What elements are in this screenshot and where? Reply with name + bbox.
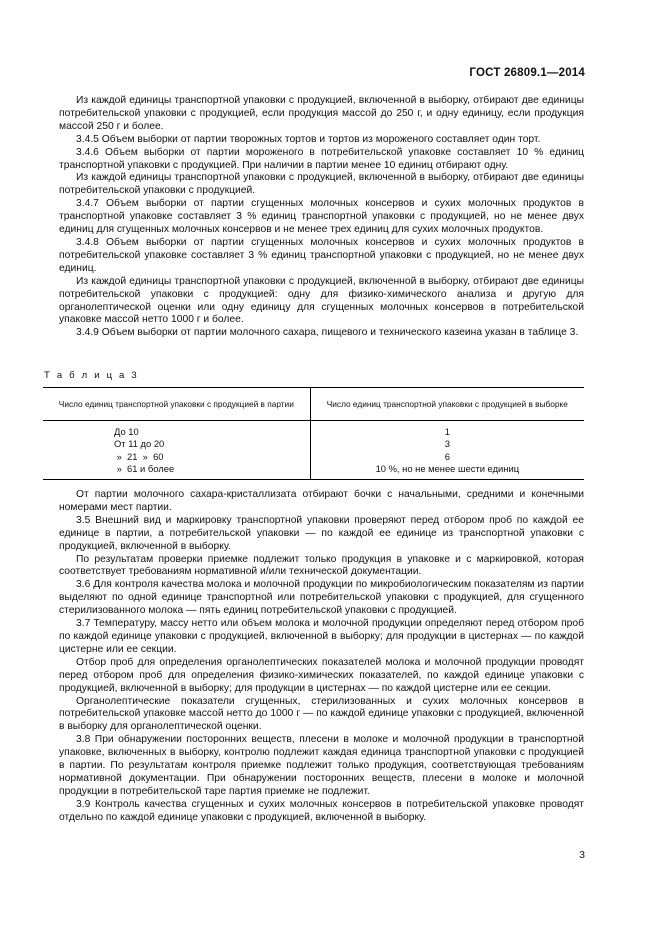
table-cell-value: 10 %, но не менее шести единиц [375,462,520,474]
paragraph: 3.9 Контроль качества сгущенных и сухих молочных консервов в потребительской упаковке проводят отдельно по каждой единице упаковки с продукцией, включенной в выборку. [59,798,584,823]
table-cell-value: До 10 [114,426,139,437]
paragraph: 3.6 Для контроля качества молока и молочной продукции по микробиологическим показателям из партии выделяют по одной единице транспортной или потребительской упаковки с продукцией, для сгущенного стерилизованного молока — пять единиц потребительской упаковки с продукцией. [59,579,584,617]
document-header: ГОСТ 26809.1—2014 [469,67,585,79]
paragraph: По результатам проверки приемке подлежит только продукция в упаковке и с маркировкой, которая соответствует требованиям нормативной и/или технической документации. [59,553,584,578]
paragraph: 3.7 Температуру, массу нетто или объем молока и молочной продукции определяют перед отбором проб по каждой единице упаковки с продукцией, включенной в выборку; для продукции в цистернах — по каждой цистерне или ее секции. [59,618,584,655]
paragraph: Отбор проб для определения органолептических показателей молока и молочной продукции проводят перед отбором проб для определения физико-химических показателей, по каждой единице упаковки с продукцией, включенной в выборку; для продукции в цистернах — по каждой цистерне или ее секции. [59,656,584,694]
table-cell-value: От 11 до 20 [114,438,165,450]
table-cell-value: » 61 и более [114,462,175,474]
paragraph: 3.5 Внешний вид и маркировку транспортной упаковки проверяют перед отбором проб по каждой ее единице в партии, а потребительской упаковки — по каждой ее единице из транспортной упаковки с продукцией, включенной в выборку. [59,514,584,552]
paragraph: 3.8 При обнаружении посторонних веществ, плесени в молоке и молочной продукции в транспортной упаковке, включенных в выборку, контролю подлежит каждая единица транспортной упаковки с продукцией в партии. По результатам контроля приемке подлежит только продукция, соответствующая требованиям нормативной документации. При обнаружении посторонних веществ, плесени в молоке и молочной продукции в потребительской таре партия приемке не подлежит. [59,734,584,797]
paragraph: Из каждой единицы транспортной упаковки с продукцией, включенной в выборку, отбирают две единицы потребительской упаковки с продукцией: одну для физико-химического анализа и другую для органолептической оценки или одну единицу для сгущенных молочных консервов в потребительской упаковке массой нетто 1000 г и более. [59,275,584,326]
paragraph: Из каждой единицы транспортной упаковки с продукцией, включенной в выборку, отбирают две единицы потребительской упаковки с продукцией. [59,172,584,197]
text-block-upper [59,95,584,340]
paragraph: Органолептические показатели сгущенных, стерилизованных и сухих молочных консервов в потребительской упаковке массой нетто до 1000 г — по каждой единице упаковки с продукцией, включенной в выборку для органолептической оценки. [59,695,584,733]
page-number: 3 [579,849,585,861]
table-cell-value: 6 [444,450,450,462]
table-header-row [43,388,584,421]
table-header-cell: Число единиц транспортной упаковки с продукцией в выборке [310,388,584,421]
paragraph: 3.4.6 Объем выборки от партии мороженого в потребительской упаковке составляет 10 % единиц транспортной упаковки с продукцией. При наличии в партии менее 10 единиц отбирают одну. [59,146,584,171]
paragraph: Из каждой единицы транспортной упаковки с продукцией, включенной в выборку, отбирают две единицы потребительской упаковки с продукцией, если продукция массой до 250 г, и одну единицу, если продукция массой 250 г и более. [59,95,584,132]
paragraph: 3.4.9 Объем выборки от партии молочного сахара, пищевого и технического казеина указан в таблице 3. [76,327,579,339]
table-cell-value: 1 [444,426,450,437]
table-cell-sample-size [310,421,584,480]
paragraph: 3.4.8 Объем выборки от партии сгущенных молочных консервов и сухих молочных продуктов в потребительской упаковке составляет 3 % единиц транспортной упаковки с продукцией, но не менее двух единиц. [59,236,584,274]
table-caption: Т а б л и ц а 3 [44,370,139,381]
table-cell-value: » 21 » 60 [114,450,164,462]
text-block-lower [59,489,584,825]
table-cell-lot-size [43,421,310,480]
paragraph: 3.4.7 Объем выборки от партии сгущенных молочных консервов и сухих молочных продуктов в транспортной упаковке составляет 3 % единиц транспортной упаковки с продукцией, но не менее двух единиц для сгущенных молочных консервов и не менее трех единиц для сухих молочных продуктов. [59,198,584,236]
table-3 [43,387,584,480]
paragraph: От партии молочного сахара-кристаллизата отбирают бочки с начальными, средними и конечными номерами мест партии. [59,489,584,513]
table-row [43,421,584,480]
table-header-cell: Число единиц транспортной упаковки с продукцией в партии [43,388,310,421]
table-cell-value: 3 [444,438,450,450]
paragraph: 3.4.5 Объем выборки от партии творожных тортов и тортов из мороженого составляет один торт. [76,133,541,145]
